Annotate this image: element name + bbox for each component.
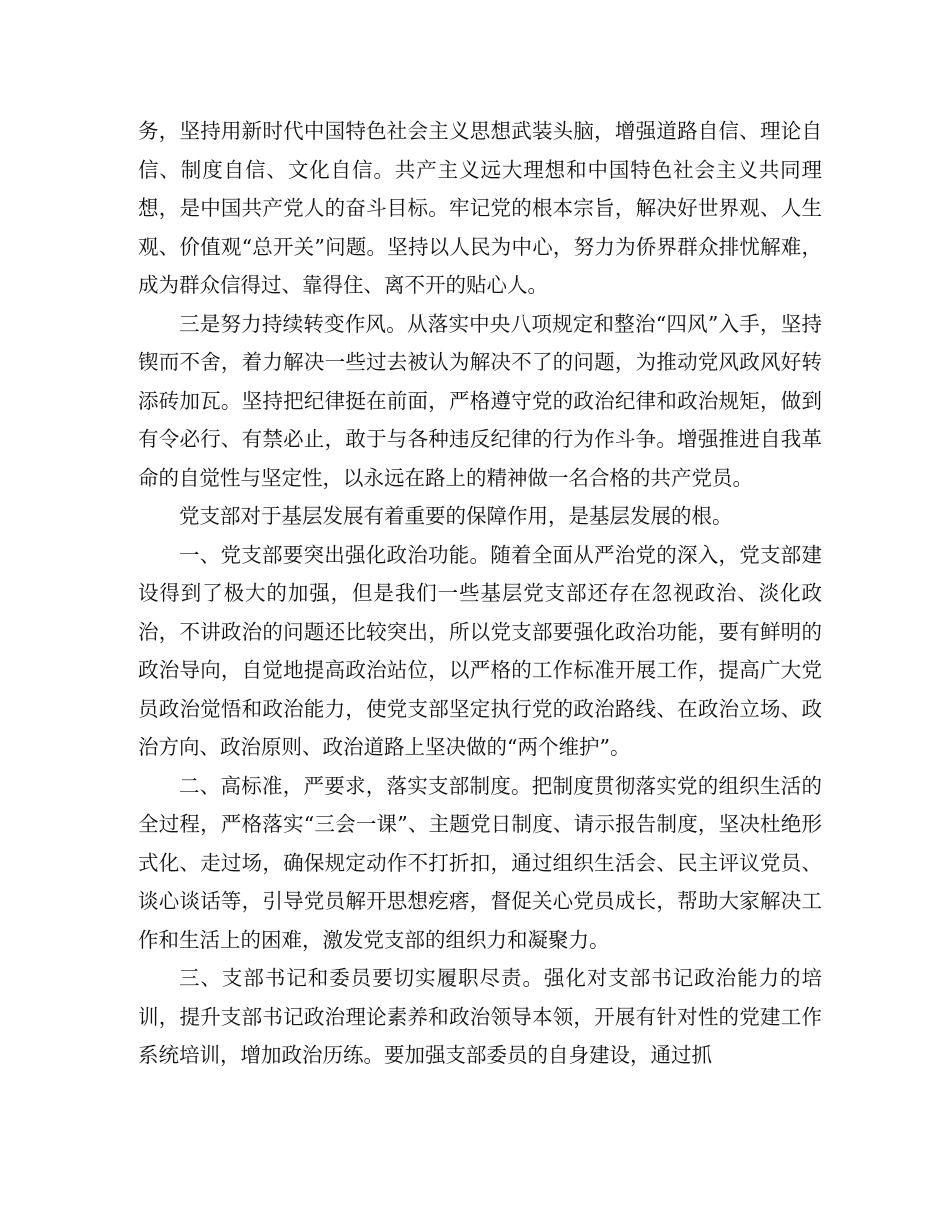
document-body (138, 112, 822, 1075)
paragraph-continuation: 务，坚持用新时代中国特色社会主义思想武装头脑，增强道路自信、理论自信、制度自信、文化自信。共产主义远大理想和中国特色社会主义共同理想，是中国共产党人的奋斗目标。牢记党的根本宗旨，解决好世界观、人生观、价值观“总开关”问题。坚持以人民为中心，努力为侨界群众排忧解难，成为群众信得过、靠得住、离不开的贴心人。 (138, 119, 822, 297)
paragraph-political-function: 一、党支部要突出强化政治功能。随着全面从严治党的深入，党支部建设得到了极大的加强，但是我们一些基层党支部还存在忽视政治、淡化政治，不讲政治的问题还比较突出，所以党支部要强化政治功能，要有鲜明的政治导向，自觉地提高政治站位，以严格的工作标准开展工作，提高广大党员政治觉悟和政治能力，使党支部坚定执行党的政治路线、在政治立场、政治方向、政治原则、政治道路上坚决做的“两个维护”。 (138, 542, 822, 759)
paragraph-work-style: 三是努力持续转变作风。从落实中央八项规定和整治“四风”入手，坚持锲而不舍，着力解决一些过去被认为解决不了的问题，为推动党风政风好转添砖加瓦。坚持把纪律挺在前面，严格遵守党的政治纪律和政治规矩，做到有令必行、有禁必止，敢于与各种违反纪律的行为作斗争。增强推进自我革命的自觉性与坚定性，以永远在路上的精神做一名合格的共产党员。 (138, 311, 822, 490)
paragraph-secretary-duties: 三、支部书记和委员要切实履职尽责。强化对支部书记政治能力的培训，提升支部书记政治理论素养和政治领导本领，开展有针对性的党建工作系统培训，增加政治历练。要加强支部委员的自身建设，通过抓 (138, 966, 822, 1067)
paragraph-branch-role: 党支部对于基层发展有着重要的保障作用，是基层发展的根。 (179, 504, 733, 528)
paragraph-branch-system: 二、高标准，严要求，落实支部制度。把制度贯彻落实党的组织生活的全过程，严格落实“三会一课”、主题党日制度、请示报告制度，坚决杜绝形式化、走过场，确保规定动作不打折扣，通过组织生活会、民主评议党员、谈心谈话等，引导党员解开思想疙瘩，督促关心党员成长，帮助大家解决工作和生活上的困难，激发党支部的组织力和凝聚力。 (138, 773, 822, 952)
